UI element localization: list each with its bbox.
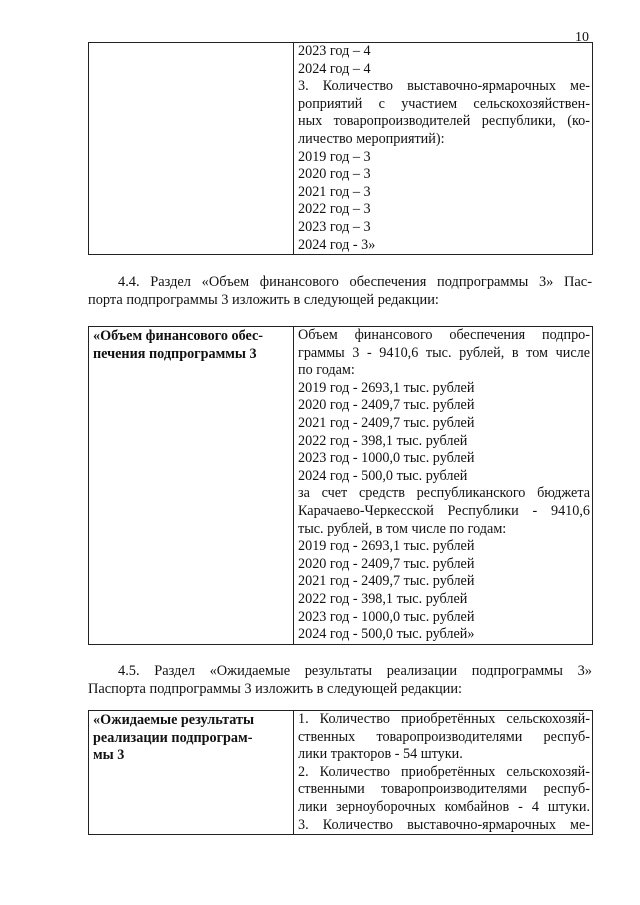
table2-line: 2024 год - 500,0 тыс. рублей [298,467,468,484]
financing-heading: «Объем финансового обес- печения подпрограммы 3 [93,328,263,362]
table2-line: 2022 год - 398,1 тыс. рублей [298,432,468,449]
paragraph-line: 4.5. Раздел «Ожидаемые результаты реализации подпрограммы 3» [118,663,592,679]
table3-right-cell [294,711,593,835]
table2-line: за счет средств республиканского бюджета [298,485,590,502]
paragraph-line: Паспорта подпрограммы 3 изложить в следующей редакции: [88,681,463,697]
table2-line: Объем финансового обеспечения подпро- [298,327,590,343]
table1-line: 2023 год – 4 [298,43,371,59]
table1-line: 2021 год – 3 [298,183,371,200]
table2-line: 2023 год - 1000,0 тыс. рублей [298,608,475,625]
table2-line: по годам: [298,362,355,379]
table2-right-cell [294,327,593,645]
table2-line: 2021 год - 2409,7 тыс. рублей [298,573,475,590]
paragraph-4-4 [88,273,592,309]
table1-left-cell [89,43,294,255]
table2-line: тыс. рублей, в том числе по годам: [298,520,507,537]
table1-line: 2024 год – 4 [298,60,371,77]
table3-left-cell [89,711,294,835]
table1-line: 2019 год – 3 [298,148,371,165]
table3-line: 3. Количество выставочно-ярмарочных ме- [298,816,590,833]
table2-line: граммы 3 - 9410,6 тыс. рублей, в том числе [298,344,590,361]
table1-line: 2020 год – 3 [298,166,371,183]
table1-line: 2022 год – 3 [298,201,371,218]
table2-line: 2019 год - 2693,1 тыс. рублей [298,379,475,396]
table2-line: 2024 год - 500,0 тыс. рублей» [298,626,475,643]
table3-line: ственных товаропроизводителями респуб- [298,728,590,745]
financing-table [88,326,593,645]
table1-right-cell [294,43,593,255]
results-heading: «Ожидаемые результаты реализации подпрограм- мы 3 [93,712,255,764]
paragraph-4-5 [88,662,592,698]
table3-line: ственными товаропроизводителями респуб- [298,781,590,798]
expected-results-table [88,710,593,835]
table1-line: 2023 год – 3 [298,218,371,235]
table1-line: 3. Количество выставочно-ярмарочных ме- [298,78,590,95]
page-number: 10 [575,30,589,45]
table3-line: лики зерноуборочных комбайнов - 4 штуки. [298,798,590,815]
table3-line: лики тракторов - 54 штуки. [298,746,463,763]
table2-line: Карачаево-Черкесской Республики - 9410,6 [298,502,590,519]
table1-line: роприятий с участием сельскохозяйствен- [298,95,590,112]
table2-left-cell [89,327,294,645]
table2-line: 2021 год - 2409,7 тыс. рублей [298,414,475,431]
table1-line: личество мероприятий): [298,130,445,147]
table3-line: 1. Количество приобретённых сельскохозяй- [298,711,590,727]
table2-line: 2019 год - 2693,1 тыс. рублей [298,538,475,555]
table1-line: ных товаропроизводителей республики, (ко- [298,113,590,130]
table2-line: 2020 год - 2409,7 тыс. рублей [298,555,475,572]
table2-line: 2023 год - 1000,0 тыс. рублей [298,450,475,467]
table2-line: 2020 год - 2409,7 тыс. рублей [298,397,475,414]
table1-line: 2024 год - 3» [298,236,376,253]
paragraph-line: порта подпрограммы 3 изложить в следующей редакции: [88,292,439,308]
table3-line: 2. Количество приобретённых сельскохозяй- [298,763,590,780]
passport-table-continued [88,42,593,255]
paragraph-line: 4.4. Раздел «Объем финансового обеспечения подпрограммы 3» Пас- [118,274,592,290]
table2-line: 2022 год - 398,1 тыс. рублей [298,590,468,607]
